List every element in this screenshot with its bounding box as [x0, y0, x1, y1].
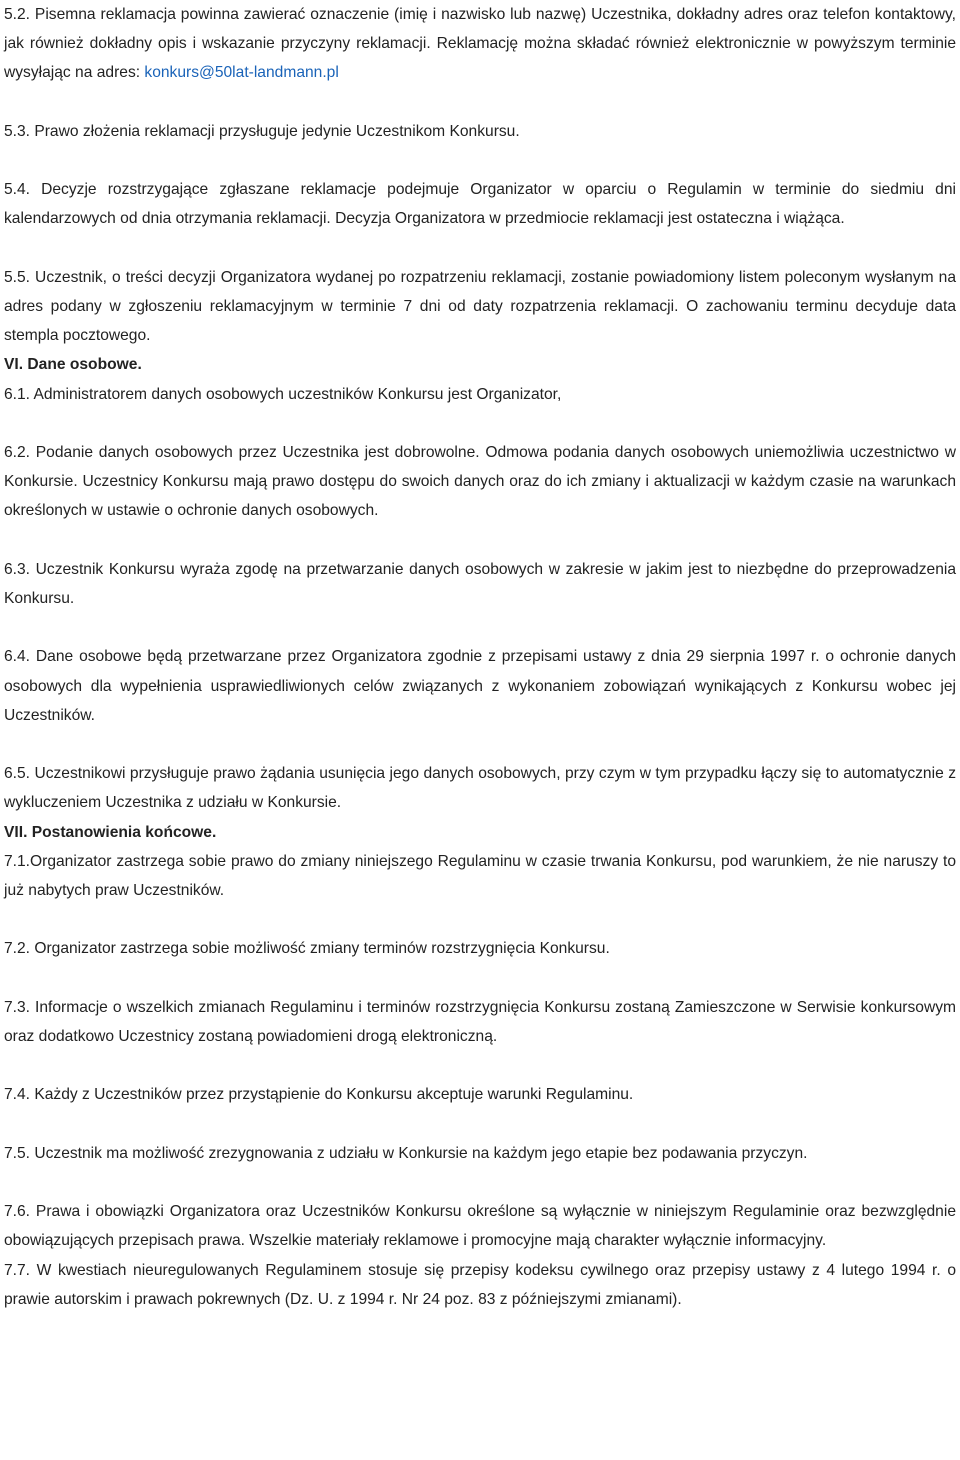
section-heading-vi: VI. Dane osobowe. — [4, 356, 142, 374]
paragraph-7-5: 7.5. Uczestnik ma możliwość zrezygnowania z udziału w Konkursie na każdym jego etapie bez podawania przyczyn. — [4, 1144, 808, 1162]
paragraph-5-3: 5.3. Prawo złożenia reklamacji przysługuje jedynie Uczestnikom Konkursu. — [4, 122, 520, 140]
paragraph-6-2: 6.2. Podanie danych osobowych przez Uczestnika jest dobrowolne. Odmowa podania danych osobowych uniemożliwia uczestnictwo w Konkursie. Uczestnicy Konkursu mają prawo dostępu do swoich danych oraz do ich zmiany i aktualizacji w każdym czasie na warunkach określonych w ustawie o ochronie danych osobowych. — [4, 443, 956, 520]
paragraph-6-4: 6.4. Dane osobowe będą przetwarzane przez Organizatora zgodnie z przepisami ustawy z dnia 29 sierpnia 1997 r. o ochronie danych osobowych dla wypełnienia usprawiedliwionych celów związanych z wykonaniem zobowiązań wynikających z Konkursu wobec jej Uczestników. — [4, 648, 956, 724]
paragraph-6-3: 6.3. Uczestnik Konkursu wyraża zgodę na przetwarzanie danych osobowych w zakresie w jakim jest to niezbędne do przeprowadzenia Konkursu. — [4, 560, 956, 607]
paragraph-7-3: 7.3. Informacje o wszelkich zmianach Regulaminu i terminów rozstrzygnięcia Konkursu zostaną Zamieszczone w Serwisie konkursowym oraz dodatkowo Uczestnicy zostaną powiadomieni drogą elektroniczną. — [4, 998, 956, 1045]
email-link[interactable]: konkurs@50lat-landmann.pl — [144, 64, 339, 82]
paragraph-5-2 — [4, 0, 956, 88]
paragraph-6-5: 6.5. Uczestnikowi przysługuje prawo żądania usunięcia jego danych osobowych, przy czym w tym przypadku łączy się to automatycznie z wykluczeniem Uczestnika z udziału w Konkursie. — [4, 765, 956, 812]
paragraph-7-7: 7.7. W kwestiach nieuregulowanych Regulaminem stosuje się przepisy kodeksu cywilnego oraz przepisy ustawy z 4 lutego 1994 r. o prawie autorskim i prawach pokrewnych (Dz. U. z 1994 r. Nr 24 poz. 83 z późniejszymi zmianami). — [4, 1261, 956, 1308]
paragraph-7-2: 7.2. Organizator zastrzega sobie możliwość zmiany terminów rozstrzygnięcia Konkursu. — [4, 940, 610, 958]
paragraph-7-6: 7.6. Prawa i obowiązki Organizatora oraz Uczestników Konkursu określone są wyłącznie w niniejszym Regulaminie oraz bezwzględnie obowiązujących przepisach prawa. Wszelkie materiały reklamowe i promocyjne mają charakter wyłącznie informacyjny. — [4, 1203, 956, 1250]
paragraph-5-4: 5.4. Decyzje rozstrzygające zgłaszane reklamacje podejmuje Organizator w oparciu o Regulamin w terminie do siedmiu dni kalendarzowych od dnia otrzymania reklamacji. Decyzja Organizatora w przedmiocie reklamacji jest ostateczna i wiążąca. — [4, 181, 956, 228]
paragraph-5-5: 5.5. Uczestnik, o treści decyzji Organizatora wydanej po rozpatrzeniu reklamacji, zostanie powiadomiony listem poleconym wysłanym na adres podany w zgłoszeniu reklamacyjnym w terminie 7 dni od daty rozpatrzenia reklamacji. O zachowaniu terminu decyduje data stempla pocztowego. — [4, 268, 956, 345]
paragraph-6-1: 6.1. Administratorem danych osobowych uczestników Konkursu jest Organizator, — [4, 385, 562, 403]
document-page — [4, 0, 956, 1314]
section-heading-vii: VII. Postanowienia końcowe. — [4, 823, 217, 841]
paragraph-7-4: 7.4. Każdy z Uczestników przez przystąpienie do Konkursu akceptuje warunki Regulaminu. — [4, 1086, 634, 1104]
paragraph-5-2-text: 5.2. Pisemna reklamacja powinna zawierać oznaczenie (imię i nazwisko lub nazwę) Uczestnika, dokładny adres oraz telefon kontaktowy, jak również dokładny opis i wskazanie przyczyny reklamacji. Reklamację można składać również elektronicznie w powyższym terminie wysyłając na adres: — [4, 6, 956, 82]
paragraph-7-1: 7.1.Organizator zastrzega sobie prawo do zmiany niniejszego Regulaminu w czasie trwania Konkursu, pod warunkiem, że nie naruszy to już nabytych praw Uczestników. — [4, 852, 956, 899]
